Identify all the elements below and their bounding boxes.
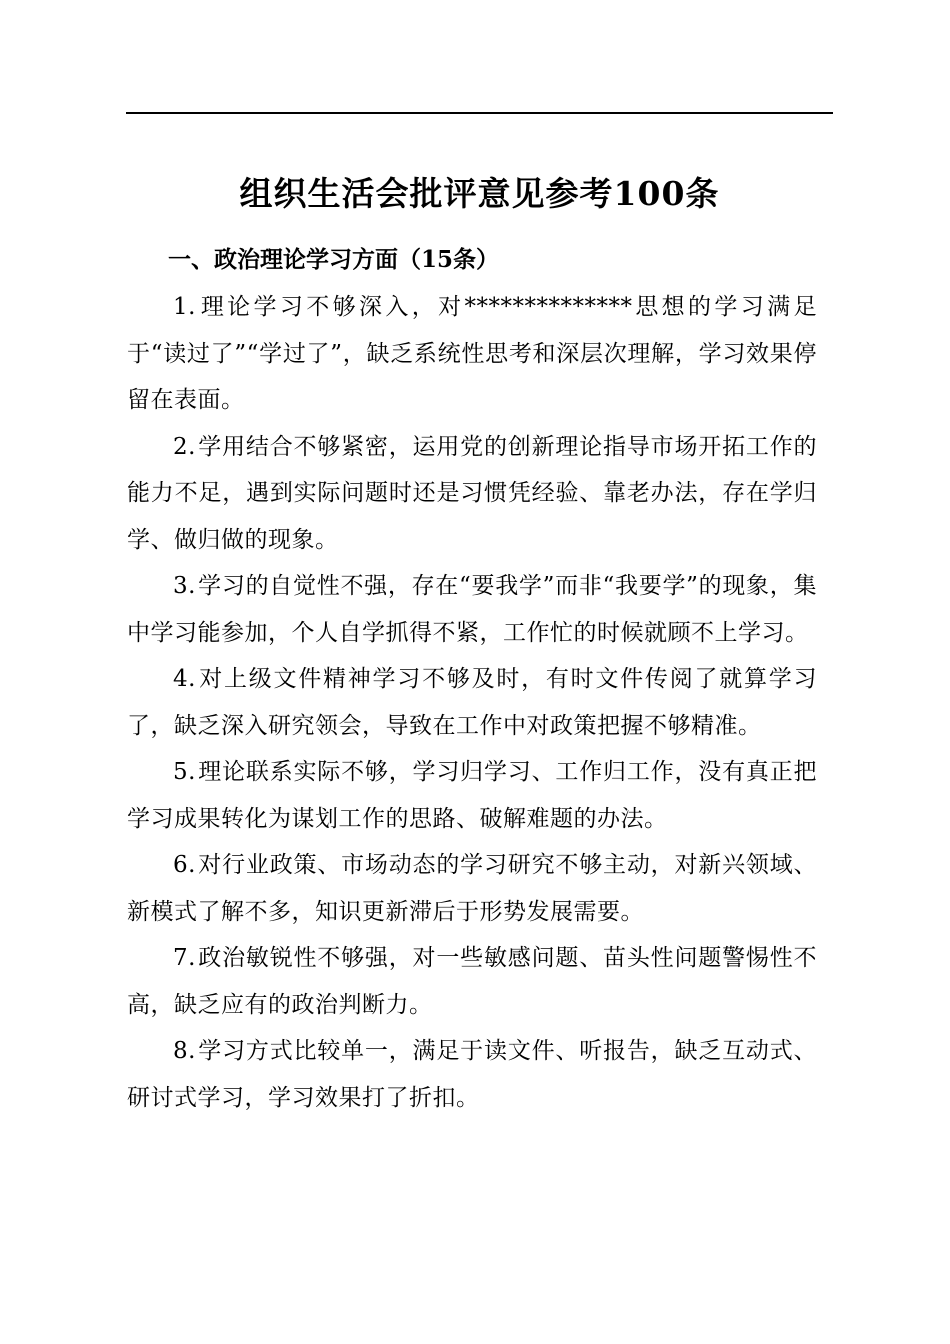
item-text: 对上级文件精神学习不够及时，有时文件传阅了就算学习了，缺乏深入研究领会，导致在工作中对政策把握不够精准。 bbox=[127, 666, 817, 739]
item-number: 7. bbox=[173, 945, 196, 971]
list-item bbox=[127, 842, 817, 935]
item-number: 6. bbox=[173, 852, 196, 878]
item-text: 理论学习不够深入，对**************思想的学习满足于“读过了”“学过了”，缺乏系统性思考和深层次理解，学习效果停留在表面。 bbox=[127, 294, 817, 413]
document-body bbox=[127, 284, 817, 1121]
item-number: 3. bbox=[173, 573, 196, 599]
list-item bbox=[127, 656, 817, 749]
item-number: 1. bbox=[173, 294, 196, 320]
list-item bbox=[127, 935, 817, 1028]
item-text: 学习的自觉性不强，存在“要我学”而非“我要学”的现象，集中学习能参加，个人自学抓得不紧，工作忙的时候就顾不上学习。 bbox=[127, 573, 817, 646]
item-text: 学习方式比较单一，满足于读文件、听报告，缺乏互动式、研讨式学习，学习效果打了折扣。 bbox=[127, 1038, 817, 1111]
item-text: 对行业政策、市场动态的学习研究不够主动，对新兴领域、新模式了解不多，知识更新滞后于形势发展需要。 bbox=[127, 852, 817, 925]
document-title: 组织生活会批评意见参考100条 bbox=[239, 174, 720, 213]
item-number: 4. bbox=[173, 666, 196, 692]
list-item bbox=[127, 563, 817, 656]
list-item bbox=[127, 424, 817, 564]
list-item bbox=[127, 1028, 817, 1121]
list-item bbox=[127, 749, 817, 842]
list-item bbox=[127, 284, 817, 424]
item-text: 学用结合不够紧密，运用党的创新理论指导市场开拓工作的能力不足，遇到实际问题时还是习惯凭经验、靠老办法，存在学归学、做归做的现象。 bbox=[127, 433, 817, 553]
item-text: 理论联系实际不够，学习归学习、工作归工作，没有真正把学习成果转化为谋划工作的思路、破解难题的办法。 bbox=[127, 759, 817, 832]
item-number: 5. bbox=[173, 759, 196, 785]
item-number: 2. bbox=[173, 433, 196, 460]
section-heading: 一、政治理论学习方面（15条） bbox=[168, 246, 500, 273]
item-number: 8. bbox=[173, 1038, 196, 1064]
item-text: 政治敏锐性不够强，对一些敏感问题、苗头性问题警惕性不高，缺乏应有的政治判断力。 bbox=[127, 945, 817, 1018]
header-rule bbox=[126, 112, 833, 114]
